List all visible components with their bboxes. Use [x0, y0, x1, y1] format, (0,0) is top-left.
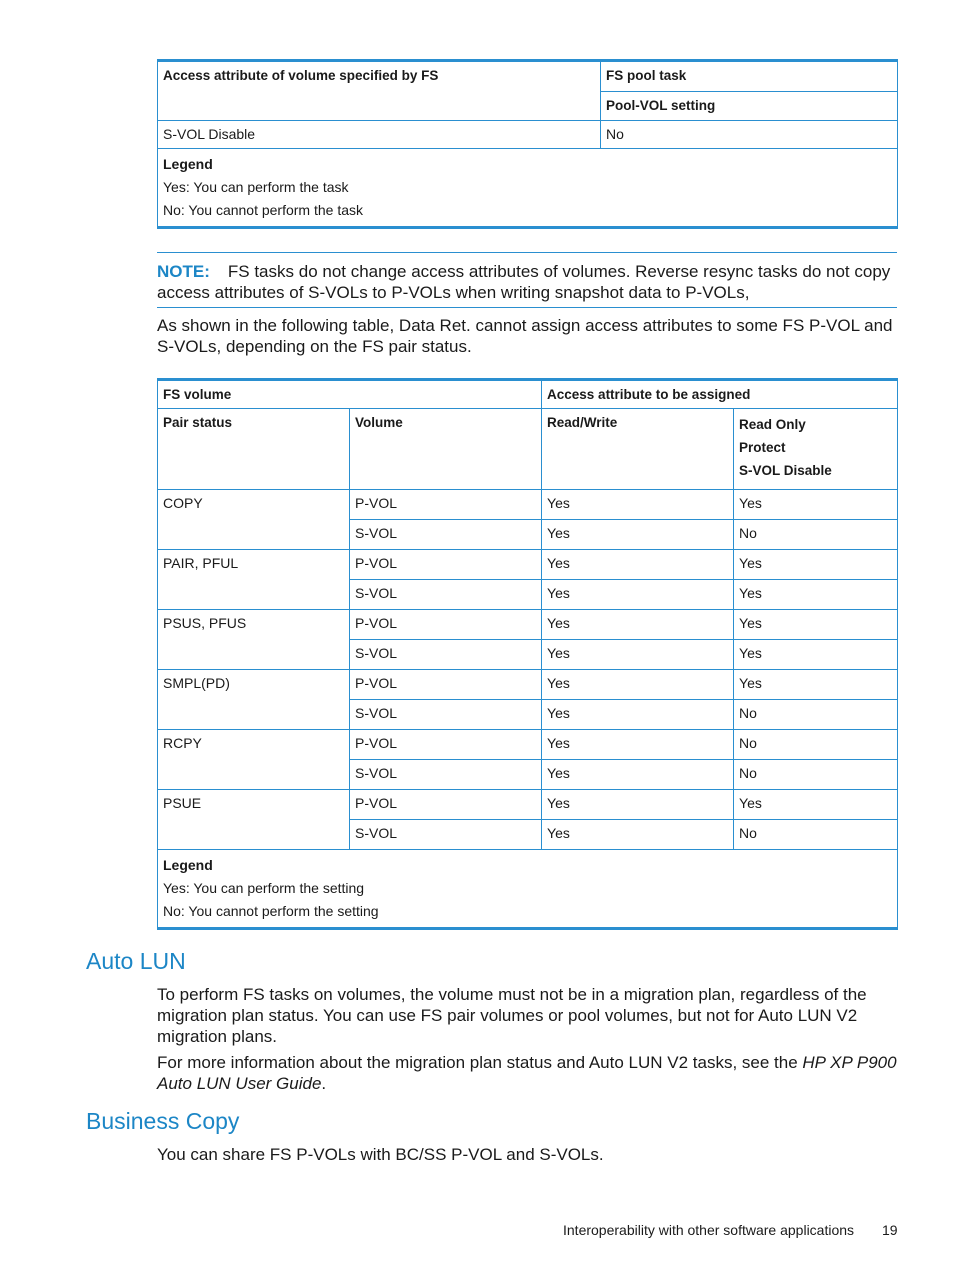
auto-lun-heading: Auto LUN: [86, 948, 186, 974]
footer-section-title: Interoperability with other software applications: [563, 1222, 855, 1238]
cell-read-only: Yes: [734, 640, 898, 670]
legend-yes: Yes: You can perform the task: [163, 179, 349, 195]
legend-no: No: You cannot perform the setting: [163, 903, 379, 919]
cell-volume: S-VOL: [350, 760, 542, 790]
cell-read-write: Yes: [542, 820, 734, 850]
cell-read-only: Yes: [734, 790, 898, 820]
cell-read-write: Yes: [542, 640, 734, 670]
table-body: [158, 490, 898, 850]
col-header-read-write: Read/Write: [542, 409, 734, 490]
cell-pair-status: SMPL(PD): [158, 670, 350, 730]
ro-line-1: Read Only: [739, 417, 806, 432]
ro-line-2: Protect: [739, 440, 786, 455]
cell-read-write: Yes: [542, 790, 734, 820]
cell-read-write: Yes: [542, 520, 734, 550]
p2-prefix: For more information about the migration plan status and Auto LUN V2 tasks, see the: [157, 1053, 803, 1072]
business-copy-heading: Business Copy: [86, 1108, 240, 1134]
cell-read-write: Yes: [542, 610, 734, 640]
cell-volume: S-VOL: [350, 820, 542, 850]
table-row: [158, 550, 898, 580]
guide-title: HP XP P900 Auto LUN User Guide: [157, 1053, 897, 1093]
cell-volume: S-VOL: [350, 520, 542, 550]
cell-read-only: No: [734, 730, 898, 760]
note-label: NOTE:: [157, 262, 210, 281]
cell-volume: P-VOL: [350, 670, 542, 700]
cell-attribute: S-VOL Disable: [158, 121, 601, 149]
cell-read-only: Yes: [734, 550, 898, 580]
col-header-access-attribute: Access attribute of volume specified by FS: [158, 61, 601, 121]
table-row: [158, 730, 898, 760]
cell-pair-status: PSUS, PFUS: [158, 610, 350, 670]
cell-value: No: [601, 121, 898, 149]
cell-read-write: Yes: [542, 550, 734, 580]
legend-no: No: You cannot perform the task: [163, 202, 364, 218]
auto-lun-paragraph-2: [157, 1052, 902, 1094]
cell-read-only: No: [734, 760, 898, 790]
note-box: [157, 252, 897, 308]
cell-read-only: No: [734, 700, 898, 730]
cell-read-only: Yes: [734, 670, 898, 700]
cell-volume: P-VOL: [350, 730, 542, 760]
cell-read-write: Yes: [542, 760, 734, 790]
col-header-read-only: [734, 409, 898, 490]
note-text: FS tasks do not change access attributes of volumes. Reverse resync tasks do not copy access attributes of S-VOLs to P-VOLs when writing snapshot data to P-VOLs,: [157, 262, 891, 302]
legend-yes: Yes: You can perform the setting: [163, 880, 365, 896]
p2-suffix: .: [321, 1074, 327, 1093]
legend-title: Legend: [163, 857, 213, 873]
header-fs-volume: FS volume: [158, 380, 542, 409]
cell-read-only: Yes: [734, 580, 898, 610]
cell-read-write: Yes: [542, 490, 734, 520]
cell-read-only: Yes: [734, 490, 898, 520]
col-header-volume: Volume: [350, 409, 542, 490]
cell-pair-status: PSUE: [158, 790, 350, 850]
cell-pair-status: COPY: [158, 490, 350, 550]
access-attribute-table: [157, 378, 898, 930]
cell-pair-status: PAIR, PFUL: [158, 550, 350, 610]
cell-read-only: No: [734, 820, 898, 850]
cell-volume: P-VOL: [350, 550, 542, 580]
table-row: [158, 610, 898, 640]
table2-legend: [158, 850, 898, 929]
cell-volume: S-VOL: [350, 580, 542, 610]
ro-line-3: S-VOL Disable: [739, 463, 832, 478]
cell-volume: P-VOL: [350, 490, 542, 520]
table-row: [158, 670, 898, 700]
business-copy-paragraph: You can share FS P-VOLs with BC/SS P-VOL and S-VOLs.: [157, 1145, 604, 1164]
col-subheader-pool-vol: Pool-VOL setting: [601, 91, 898, 120]
cell-read-only: No: [734, 520, 898, 550]
cell-read-only: Yes: [734, 610, 898, 640]
auto-lun-paragraph-1: To perform FS tasks on volumes, the volume must not be in a migration plan, regardless of the migration plan status. You can use FS pair volumes or pool volumes, but not for Auto LUN V2 migration plans.: [157, 985, 867, 1046]
col-header-fs-pool-task: FS pool task: [601, 61, 898, 92]
cell-volume: P-VOL: [350, 790, 542, 820]
cell-read-write: Yes: [542, 580, 734, 610]
cell-volume: S-VOL: [350, 640, 542, 670]
table1-legend: [158, 149, 898, 228]
header-access-attribute: Access attribute to be assigned: [542, 380, 898, 409]
cell-read-write: Yes: [542, 670, 734, 700]
cell-pair-status: RCPY: [158, 730, 350, 790]
cell-volume: S-VOL: [350, 700, 542, 730]
page-number: 19: [882, 1222, 898, 1238]
table-row: [158, 490, 898, 520]
legend-title: Legend: [163, 156, 213, 172]
cell-read-write: Yes: [542, 730, 734, 760]
table-row: [158, 790, 898, 820]
cell-read-write: Yes: [542, 700, 734, 730]
intro-paragraph: As shown in the following table, Data Ret. cannot assign access attributes to some FS P-VOL and S-VOLs, depending on the FS pair status.: [157, 316, 893, 356]
cell-volume: P-VOL: [350, 610, 542, 640]
col-header-pair-status: Pair status: [158, 409, 350, 490]
pool-task-table: [157, 59, 898, 229]
